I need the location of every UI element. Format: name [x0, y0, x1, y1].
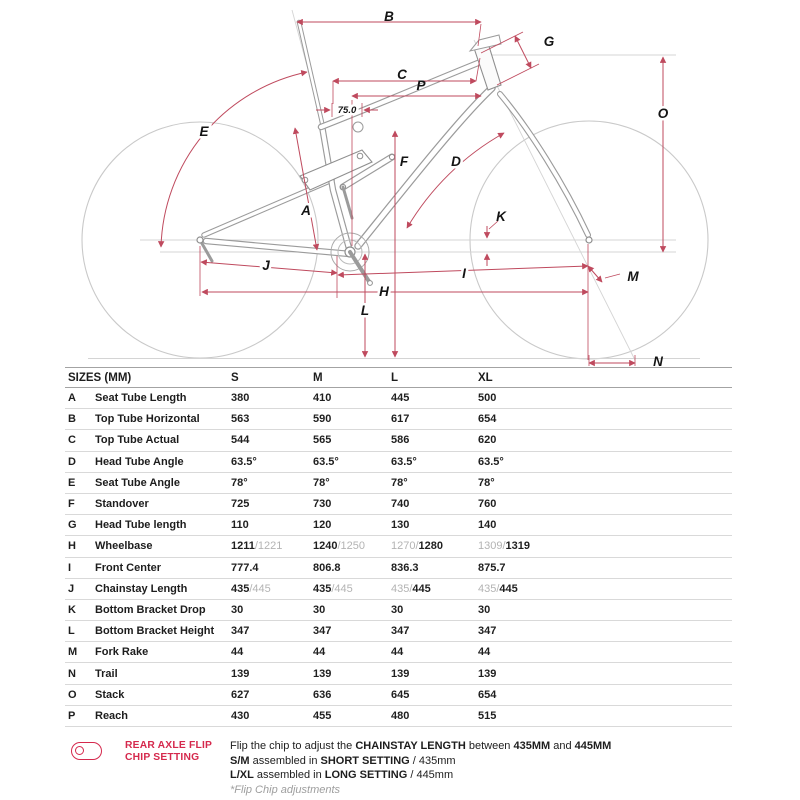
row-value: 30: [231, 603, 244, 616]
lower-link: [343, 187, 352, 218]
dim-label-D: D: [451, 154, 461, 169]
row-value: 586: [391, 434, 410, 447]
note-line: Flip the chip to adjust the CHAINSTAY LENGTH between 435MM and 445MM: [230, 740, 612, 752]
row-value: 347: [231, 625, 250, 638]
row-key: F: [68, 498, 75, 511]
dim-label-L: L: [360, 303, 370, 318]
table-row-H: [65, 536, 732, 557]
row-value: 140: [478, 519, 497, 532]
note-line: L/XL assembled in LONG SETTING / 445mm: [230, 769, 454, 782]
row-value: 740: [391, 498, 410, 511]
row-value: 44: [231, 646, 244, 659]
dim-label-E: E: [199, 124, 209, 139]
row-key: I: [68, 561, 72, 574]
table-row-D: [65, 452, 732, 473]
row-value: 1309/1319: [478, 540, 531, 553]
row-value: 645: [391, 688, 410, 701]
dim-label-K: K: [496, 209, 506, 224]
row-value: 120: [313, 519, 332, 532]
row-value: 110: [231, 519, 249, 532]
row-name: Front Center: [95, 561, 161, 574]
flip-chip-text: [230, 739, 611, 797]
row-name: Seat Tube Angle: [95, 476, 180, 489]
row-value: 1240/1250: [313, 540, 366, 553]
row-value: 435/445: [478, 582, 518, 595]
table-row-L: [65, 621, 732, 642]
row-value: 30: [313, 603, 326, 616]
dim-label-B: B: [384, 9, 394, 24]
row-key: B: [68, 413, 76, 426]
row-key: A: [68, 392, 76, 405]
dim-label-N: N: [653, 354, 663, 367]
row-value: 139: [313, 667, 332, 680]
row-name: Fork Rake: [95, 646, 149, 659]
row-value: 590: [313, 413, 332, 426]
row-key: J: [68, 582, 75, 595]
row-value: 435/445: [313, 582, 353, 595]
row-name: Standover: [95, 498, 149, 511]
row-value: 480: [391, 709, 410, 722]
row-value: 78°: [231, 476, 248, 489]
row-value: 347: [313, 625, 332, 638]
row-value: 410: [313, 392, 332, 405]
row-value: 78°: [391, 476, 408, 489]
col-header-S: S: [231, 371, 239, 384]
row-key: O: [68, 688, 77, 701]
front-axle: [586, 237, 592, 243]
row-name: Reach: [95, 709, 129, 722]
dim-label-G: G: [543, 34, 555, 49]
row-value: 130: [391, 519, 410, 532]
flip-chip-icon: [71, 742, 102, 760]
row-key: G: [68, 519, 77, 532]
table-row-I: [65, 558, 732, 579]
table-title: SIZES (MM): [68, 371, 132, 384]
table-row-P: [65, 706, 732, 727]
flip-chip-label: REAR AXLE FLIP CHIP SETTING: [125, 740, 213, 763]
row-key: L: [68, 625, 75, 638]
row-name: Head Tube Angle: [95, 455, 184, 468]
row-value: 380: [231, 392, 250, 405]
flip-chip-badge: [71, 742, 102, 760]
row-value: 139: [391, 667, 410, 680]
row-value: 836.3: [391, 561, 419, 574]
bike-geometry-diagram: [0, 0, 800, 367]
row-value: 617: [391, 413, 410, 426]
table-row-K: [65, 600, 732, 621]
row-value: 515: [478, 709, 497, 722]
row-value: 563: [231, 413, 250, 426]
row-value: 63.5°: [231, 455, 257, 468]
dim-G: [515, 36, 531, 68]
row-value: 435/445: [391, 582, 431, 595]
row-value: 30: [478, 603, 491, 616]
row-value: 44: [391, 646, 404, 659]
table-row-G: [65, 515, 732, 536]
row-value: 544: [231, 434, 250, 447]
row-key: C: [68, 434, 76, 447]
note-line: *Flip Chip adjustments: [230, 783, 341, 796]
row-value: 455: [313, 709, 332, 722]
row-value: 565: [313, 434, 332, 447]
rear-axle: [197, 237, 203, 243]
table-row-N: [65, 663, 732, 684]
reference-lines: [88, 10, 700, 360]
row-value: 445: [391, 392, 410, 405]
row-key: N: [68, 667, 76, 680]
row-value: 654: [478, 413, 497, 426]
table-row-M: [65, 642, 732, 663]
table-row-C: [65, 430, 732, 451]
table-row-A: [65, 388, 732, 409]
row-value: 44: [478, 646, 491, 659]
dim-label-F: F: [399, 154, 409, 169]
row-name: Seat Tube Length: [95, 392, 187, 405]
row-value: 806.8: [313, 561, 341, 574]
dim-label-C: C: [397, 67, 407, 82]
col-header-L: L: [391, 371, 399, 384]
row-name: Stack: [95, 688, 125, 701]
row-value: 620: [478, 434, 497, 447]
row-value: 63.5°: [391, 455, 417, 468]
row-key: P: [68, 709, 76, 722]
row-value: 1270/1280: [391, 540, 444, 553]
table-row-B: [65, 409, 732, 430]
dim-label-P: P: [416, 78, 426, 93]
table-row-F: [65, 494, 732, 515]
row-value: 78°: [478, 476, 495, 489]
row-value: 63.5°: [313, 455, 339, 468]
dim-label-H: H: [379, 284, 389, 299]
table-row-O: [65, 685, 732, 706]
dim-label-O: O: [657, 106, 669, 121]
row-key: K: [68, 603, 76, 616]
table-header-row: [65, 368, 732, 388]
row-name: Trail: [95, 667, 118, 680]
row-value: 139: [231, 667, 250, 680]
crank-arm: [350, 252, 370, 283]
table-row-E: [65, 473, 732, 494]
row-key: H: [68, 540, 76, 553]
steering-axis-line: [474, 40, 635, 360]
row-key: D: [68, 455, 76, 468]
row-name: Bottom Bracket Height: [95, 625, 215, 638]
row-value: 347: [391, 625, 410, 638]
row-key: M: [68, 646, 78, 659]
row-value: 63.5°: [478, 455, 504, 468]
col-header-XL: XL: [478, 371, 493, 384]
row-value: 777.4: [231, 561, 259, 574]
row-value: 730: [313, 498, 332, 511]
row-value: 435/445: [231, 582, 271, 595]
dim-label-A: A: [301, 203, 311, 218]
flip-chip-dot-icon: [75, 746, 84, 755]
row-name: Head Tube length: [95, 519, 187, 532]
row-value: 627: [231, 688, 250, 701]
row-value: 78°: [313, 476, 330, 489]
row-name: Top Tube Horizontal: [95, 413, 200, 426]
dim-label-I: I: [462, 266, 466, 281]
row-key: E: [68, 476, 76, 489]
dim-D-arc: [407, 133, 504, 228]
row-name: Top Tube Actual: [95, 434, 180, 447]
row-value: 1211/1221: [231, 540, 283, 553]
row-value: 30: [391, 603, 404, 616]
row-value: 725: [231, 498, 250, 511]
row-value: 654: [478, 688, 497, 701]
table-row-J: [65, 579, 732, 600]
row-value: 44: [313, 646, 326, 659]
row-value: 636: [313, 688, 332, 701]
row-name: Chainstay Length: [95, 582, 188, 595]
row-value: 430: [231, 709, 250, 722]
note-line: S/M assembled in SHORT SETTING / 435mm: [230, 754, 456, 767]
dimension-labels: [199, 9, 668, 367]
dimension-lines: [161, 22, 663, 366]
geometry-table: [65, 367, 732, 727]
row-value: 347: [478, 625, 497, 638]
row-value: 139: [478, 667, 497, 680]
dim-label-M: M: [627, 269, 639, 284]
col-header-M: M: [313, 371, 323, 384]
row-value: 500: [478, 392, 497, 405]
row-value: 760: [478, 498, 497, 511]
dim-label-J: J: [262, 258, 270, 273]
row-name: Wheelbase: [95, 540, 153, 553]
dim-label-75.0: 75.0: [337, 105, 357, 116]
row-name: Bottom Bracket Drop: [95, 603, 206, 616]
row-value: 875.7: [478, 561, 506, 574]
